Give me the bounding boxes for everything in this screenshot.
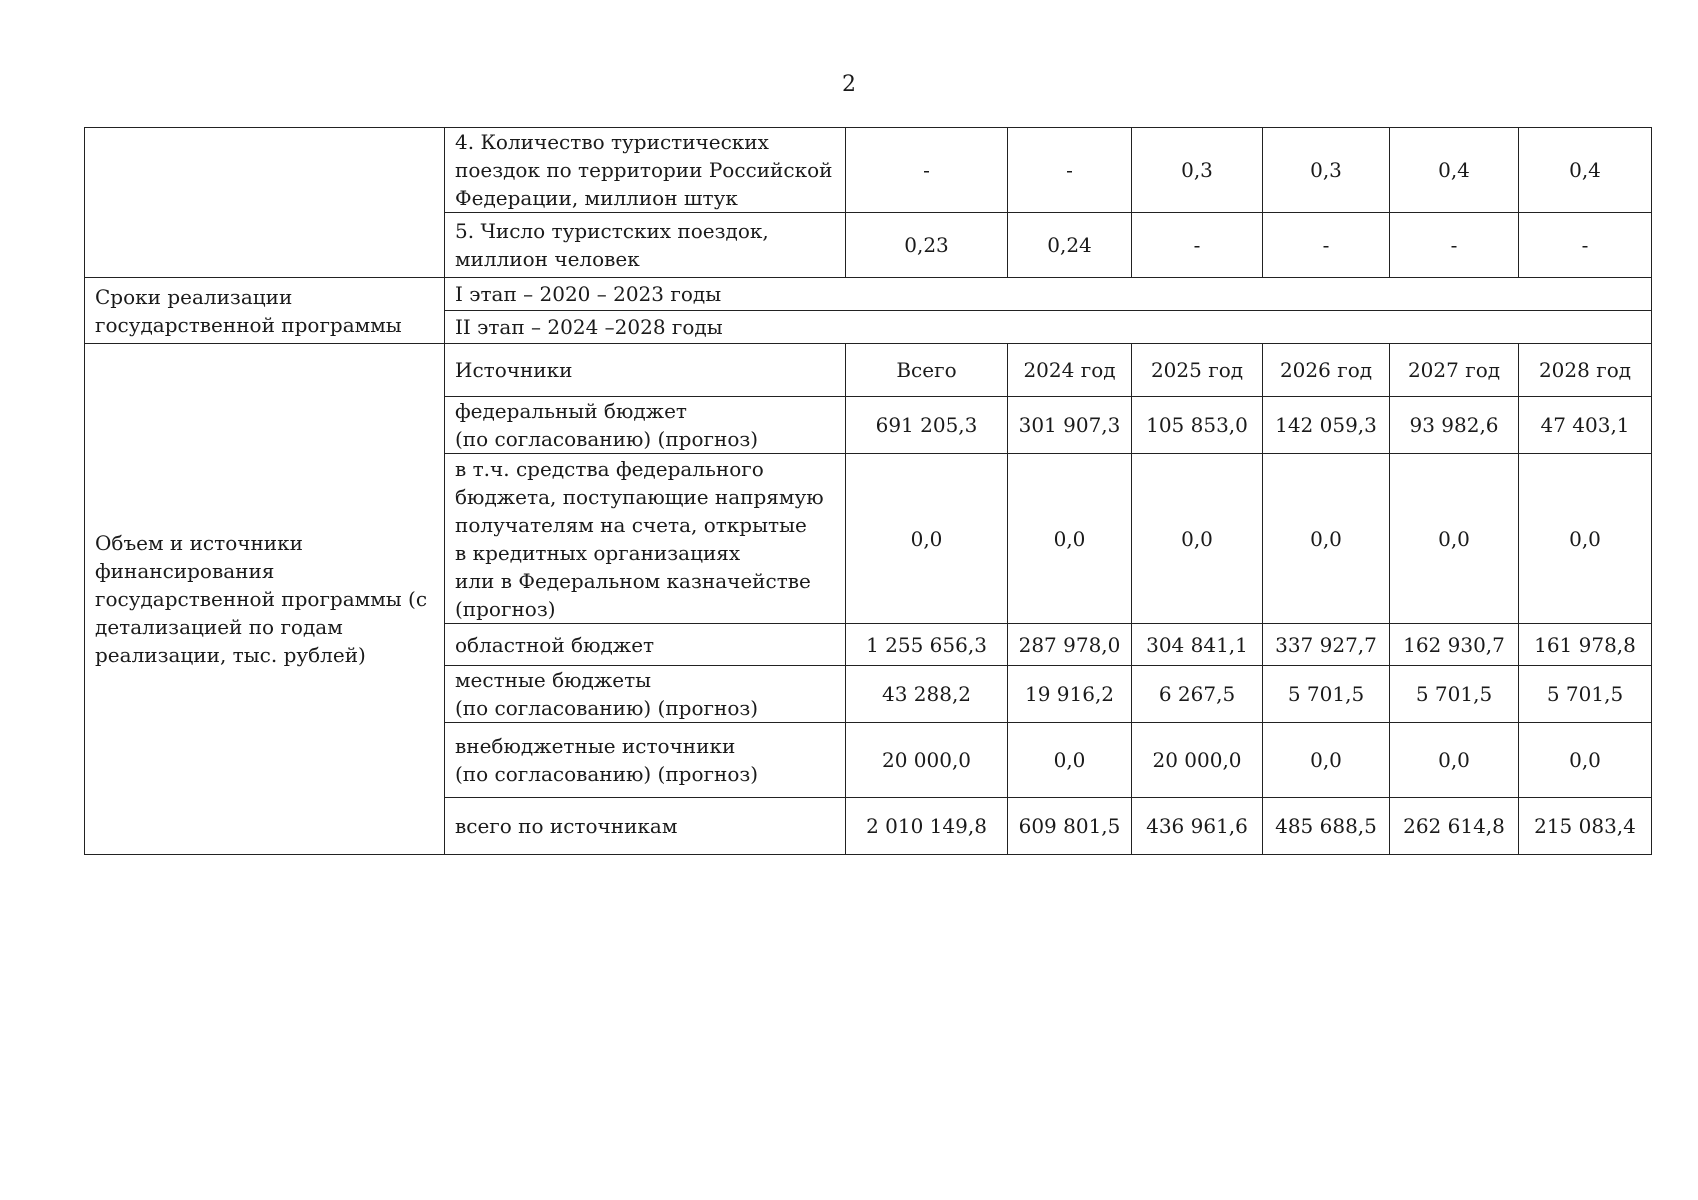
column-header-year: 2025 год — [1132, 344, 1263, 397]
indicator-value: 0,4 — [1390, 128, 1519, 213]
indicator-label: 5. Число туристских поездок, миллион человек — [445, 213, 846, 278]
indicator-value: - — [1263, 213, 1390, 278]
financing-value: 0,0 — [1390, 723, 1519, 798]
indicator-value: - — [846, 128, 1008, 213]
financing-value: 0,0 — [1519, 454, 1652, 624]
terms-row — [85, 278, 1652, 311]
column-header-year: 2024 год — [1008, 344, 1132, 397]
indicator-value: 0,3 — [1263, 128, 1390, 213]
financing-value: 304 841,1 — [1132, 624, 1263, 666]
financing-value: 0,0 — [1390, 454, 1519, 624]
financing-value: 1 255 656,3 — [846, 624, 1008, 666]
indicator-value: - — [1132, 213, 1263, 278]
stage-1: I этап – 2020 – 2023 годы — [445, 278, 1652, 311]
financing-value: 19 916,2 — [1008, 666, 1132, 723]
financing-value: 2 010 149,8 — [846, 798, 1008, 855]
financing-value: 485 688,5 — [1263, 798, 1390, 855]
column-header-year: 2026 год — [1263, 344, 1390, 397]
source-label: всего по источникам — [445, 798, 846, 855]
indicator-value: - — [1390, 213, 1519, 278]
indicator-value: 0,24 — [1008, 213, 1132, 278]
financing-value: 215 083,4 — [1519, 798, 1652, 855]
financing-value: 262 614,8 — [1390, 798, 1519, 855]
financing-value: 105 853,0 — [1132, 397, 1263, 454]
financing-value: 47 403,1 — [1519, 397, 1652, 454]
indicator-row — [85, 128, 1652, 213]
financing-value: 162 930,7 — [1390, 624, 1519, 666]
source-label: внебюджетные источники (по согласованию) (прогноз) — [445, 723, 846, 798]
source-label: местные бюджеты (по согласованию) (прогноз) — [445, 666, 846, 723]
source-label: областной бюджет — [445, 624, 846, 666]
financing-value: 6 267,5 — [1132, 666, 1263, 723]
financing-value: 43 288,2 — [846, 666, 1008, 723]
financing-value: 436 961,6 — [1132, 798, 1263, 855]
financing-value: 5 701,5 — [1263, 666, 1390, 723]
financing-value: 161 978,8 — [1519, 624, 1652, 666]
page-number: 2 — [842, 72, 856, 97]
financing-value: 0,0 — [1008, 454, 1132, 624]
indicator-value: - — [1008, 128, 1132, 213]
empty-cell — [85, 128, 445, 278]
financing-value: 691 205,3 — [846, 397, 1008, 454]
financing-value: 287 978,0 — [1008, 624, 1132, 666]
indicator-label: 4. Количество туристических поездок по территории Российской Федерации, миллион штук — [445, 128, 846, 213]
financing-value: 609 801,5 — [1008, 798, 1132, 855]
financing-value: 0,0 — [1263, 723, 1390, 798]
financing-value: 20 000,0 — [1132, 723, 1263, 798]
indicator-value: 0,3 — [1132, 128, 1263, 213]
source-label: в т.ч. средства федерального бюджета, поступающие напрямую получателям на счета, открытые в кредитных организациях или в Федеральном казначействе (прогноз) — [445, 454, 846, 624]
indicator-value: - — [1519, 213, 1652, 278]
column-header-year: 2027 год — [1390, 344, 1519, 397]
financing-value: 93 982,6 — [1390, 397, 1519, 454]
column-header-sources: Источники — [445, 344, 846, 397]
financing-label: Объем и источники финансирования государственной программы (с детализацией по годам реализации, тыс. рублей) — [85, 344, 445, 855]
terms-label: Сроки реализации государственной программы — [85, 278, 445, 344]
indicator-value: 0,4 — [1519, 128, 1652, 213]
financing-value: 5 701,5 — [1390, 666, 1519, 723]
financing-value: 0,0 — [1132, 454, 1263, 624]
financing-value: 0,0 — [1263, 454, 1390, 624]
financing-value: 301 907,3 — [1008, 397, 1132, 454]
stage-2: II этап – 2024 –2028 годы — [445, 311, 1652, 344]
source-label: федеральный бюджет (по согласованию) (прогноз) — [445, 397, 846, 454]
column-header-total: Всего — [846, 344, 1008, 397]
financing-value: 0,0 — [1008, 723, 1132, 798]
financing-value: 5 701,5 — [1519, 666, 1652, 723]
indicator-value: 0,23 — [846, 213, 1008, 278]
program-passport-table — [84, 127, 1652, 855]
financing-value: 20 000,0 — [846, 723, 1008, 798]
financing-value: 0,0 — [1519, 723, 1652, 798]
column-header-year: 2028 год — [1519, 344, 1652, 397]
financing-value: 337 927,7 — [1263, 624, 1390, 666]
financing-value: 142 059,3 — [1263, 397, 1390, 454]
financing-header-row — [85, 344, 1652, 397]
financing-value: 0,0 — [846, 454, 1008, 624]
